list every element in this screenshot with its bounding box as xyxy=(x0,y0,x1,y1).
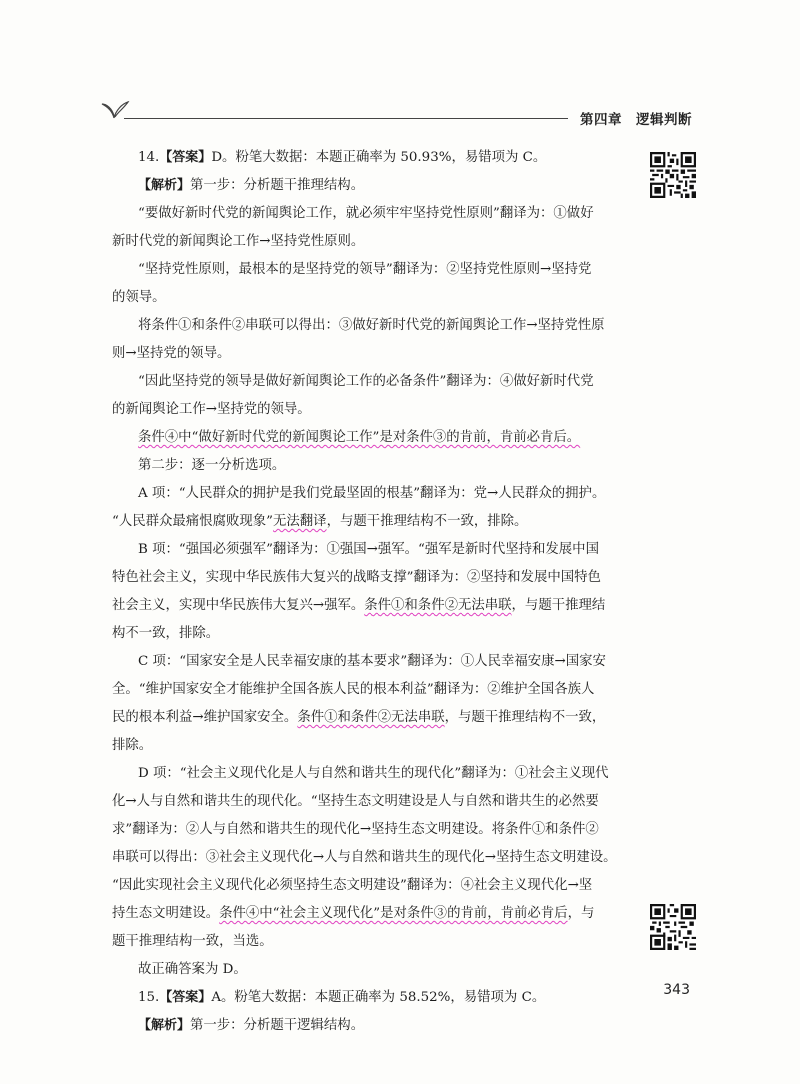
option-b-line: 特色社会主义，实现中华民族伟大复兴的战略支撑”翻译为：②坚持和发展中国特色 xyxy=(112,570,601,585)
step-text: 第一步：分析题干逻辑结构。 xyxy=(190,1018,365,1033)
highlighted-text: 条件④中“社会主义现代化”是对条件③的肯前，肯前必肯后 xyxy=(219,906,568,921)
option-d-line: “因此实现社会主义现代化必须坚持生态文明建设”翻译为：④社会主义现代化→坚 xyxy=(112,878,593,893)
option-b-line: B 项：“强国必须强军”翻译为：①强国→强军。“强军是新时代坚持和发展中国 xyxy=(138,542,599,557)
conclusion-line: 故正确答案为 D。 xyxy=(138,962,247,977)
option-d-line: 求”翻译为：②人与自然和谐共生的现代化→坚持生态文明建设。将条件①和条件② xyxy=(112,822,599,837)
q15-answer-line xyxy=(112,986,545,1005)
header-rule xyxy=(124,118,568,119)
paragraph-line: “因此坚持党的领导是做好新闻舆论工作的必备条件”翻译为：④做好新时代党 xyxy=(138,374,594,389)
option-d-line: 串联可以得出：③社会主义现代化→人与自然和谐共生的现代化→坚持生态文明建设。 xyxy=(112,850,617,865)
highlighted-text: 条件①和条件②无法串联 xyxy=(297,710,445,725)
page-number: 343 xyxy=(663,982,690,998)
option-c-line: C 项：“国家安全是人民幸福安康的基本要求”翻译为：①人民幸福安康→国家安 xyxy=(138,654,606,669)
option-b-line: 构不一致，排除。 xyxy=(112,626,220,641)
text: “人民群众最痛恨腐败现象” xyxy=(112,514,273,529)
text: ，与题干推理结 xyxy=(511,598,606,613)
option-d-line: D 项：“社会主义现代化是人与自然和谐共生的现代化”翻译为：①社会主义现代 xyxy=(138,766,609,781)
text: ，与 xyxy=(567,906,595,921)
option-a-line xyxy=(112,510,527,529)
chapter-number: 第四章 xyxy=(580,112,622,128)
text: 社会主义，实现中华民族伟大复兴→强军。 xyxy=(112,598,365,613)
leaf-icon xyxy=(100,98,130,120)
text: ，与题干推理结构不一致，排除。 xyxy=(326,514,528,529)
highlighted-text: 条件①和条件②无法串联 xyxy=(364,598,512,613)
answer-text: D。粉笔大数据：本题正确率为 50.93%，易错项为 C。 xyxy=(211,150,547,165)
highlighted-text: 条件④中“做好新时代党的新闻舆论工作”是对条件③的肯前，肯前必肯后。 xyxy=(138,430,581,445)
q14-analysis-line xyxy=(112,174,364,193)
step-text: 第一步：分析题干推理结构。 xyxy=(190,178,365,193)
analysis-tag: 【解析】 xyxy=(138,178,191,193)
qr-code-icon[interactable] xyxy=(650,152,696,198)
paragraph-line: 则→坚持党的领导。 xyxy=(112,346,231,361)
answer-tag: 【答案】 xyxy=(159,150,212,165)
highlight-line xyxy=(112,426,580,445)
option-c-line: 排除。 xyxy=(112,738,153,753)
paragraph-line: 第二步：逐一分析选项。 xyxy=(138,458,286,473)
text: ，与题干推理结构不一致， xyxy=(444,710,606,725)
paragraph-line: 的新闻舆论工作→坚持党的领导。 xyxy=(112,402,311,417)
paragraph-line: 将条件①和条件②串联可以得出：③做好新时代党的新闻舆论工作→坚持党性原 xyxy=(138,318,605,333)
option-c-line: 全。“维护国家安全才能维护全国各族人民的根本利益”翻译为：②维护全国各族人 xyxy=(112,682,595,697)
chapter-title: 逻辑判断 xyxy=(636,112,692,128)
option-a-line: A 项：“人民群众的拥护是我们党最坚固的根基”翻译为：党→人民群众的拥护。 xyxy=(138,486,606,501)
paragraph-line: “要做好新时代党的新闻舆论工作，就必须牢牢坚持党性原则”翻译为：①做好 xyxy=(138,206,594,221)
question-number: 15. xyxy=(138,990,160,1005)
option-d-line: 题干推理结构一致，当选。 xyxy=(112,934,273,949)
text: 民的根本利益→维护国家安全。 xyxy=(112,710,298,725)
option-c-line xyxy=(112,706,605,725)
q15-analysis-line xyxy=(112,1014,364,1033)
option-d-line: 化→人与自然和谐共生的现代化。“坚持生态文明建设是人与自然和谐共生的必然要 xyxy=(112,794,599,809)
paragraph-line: “坚持党性原则，最根本的是坚持党的领导”翻译为：②坚持党性原则→坚持党 xyxy=(138,262,592,277)
paragraph-line: 的领导。 xyxy=(112,290,166,305)
chapter-header xyxy=(580,108,692,128)
question-number: 14. xyxy=(138,150,160,165)
analysis-tag: 【解析】 xyxy=(138,1018,191,1033)
answer-text: A。粉笔大数据：本题正确率为 58.52%，易错项为 C。 xyxy=(211,990,546,1005)
option-b-line xyxy=(112,594,605,613)
highlighted-text: 无法翻译 xyxy=(273,514,327,529)
answer-tag: 【答案】 xyxy=(159,990,212,1005)
text: 持生态文明建设。 xyxy=(112,906,220,921)
option-d-line xyxy=(112,902,594,921)
q14-answer-line xyxy=(112,146,546,165)
qr-code-icon[interactable] xyxy=(650,904,696,950)
paragraph-line: 新时代党的新闻舆论工作→坚持党性原则。 xyxy=(112,234,365,249)
